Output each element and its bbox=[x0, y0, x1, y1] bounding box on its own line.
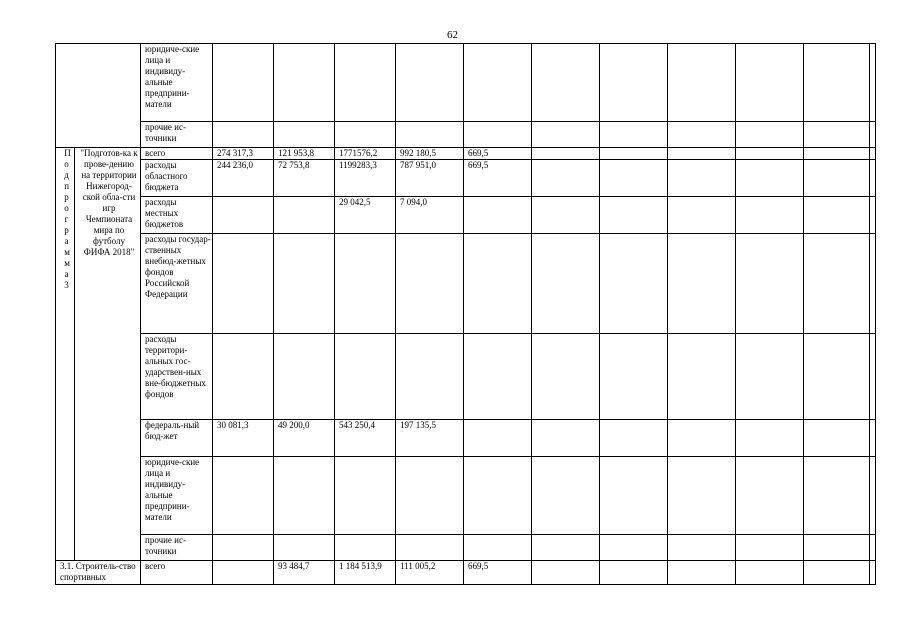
empty-cell bbox=[804, 420, 870, 457]
value-cell: 543 250,4 bbox=[335, 420, 396, 457]
value-cell bbox=[213, 535, 274, 561]
page-number: 62 bbox=[447, 29, 458, 41]
empty-cell bbox=[804, 234, 870, 334]
value-cell bbox=[274, 457, 335, 535]
empty-cell bbox=[870, 420, 876, 457]
value-cell bbox=[335, 535, 396, 561]
budget-table bbox=[55, 43, 876, 585]
value-cell bbox=[213, 561, 274, 585]
value-cell bbox=[396, 122, 464, 148]
empty-cell bbox=[668, 535, 736, 561]
table-row bbox=[56, 457, 876, 535]
empty-cell bbox=[532, 44, 600, 122]
empty-cell bbox=[736, 197, 804, 234]
empty-cell bbox=[668, 561, 736, 585]
empty-cell bbox=[804, 334, 870, 420]
value-cell bbox=[213, 122, 274, 148]
value-cell bbox=[464, 122, 532, 148]
value-cell: 1 184 513,9 bbox=[335, 561, 396, 585]
empty-cell bbox=[736, 334, 804, 420]
empty-cell bbox=[668, 122, 736, 148]
empty-cell bbox=[668, 334, 736, 420]
table-row bbox=[56, 334, 876, 420]
source-cell: федераль-ный бюд-жет bbox=[141, 420, 213, 457]
table-row bbox=[56, 561, 876, 585]
source-cell: расходы территори-альных гос-ударствен-ных вне-бюджетных фондов bbox=[141, 334, 213, 420]
table-row bbox=[56, 535, 876, 561]
value-cell: 274 317,3 bbox=[213, 148, 274, 160]
empty-cell bbox=[532, 561, 600, 585]
source-cell: прочие ис-точники bbox=[141, 535, 213, 561]
empty-cell bbox=[532, 148, 600, 160]
empty-cell bbox=[804, 122, 870, 148]
empty-cell bbox=[870, 44, 876, 122]
empty-cell bbox=[532, 197, 600, 234]
value-cell bbox=[464, 457, 532, 535]
value-cell: 244 236,0 bbox=[213, 160, 274, 197]
empty-cell bbox=[804, 44, 870, 122]
empty-cell bbox=[532, 122, 600, 148]
empty-cell bbox=[870, 122, 876, 148]
value-cell: 72 753,8 bbox=[274, 160, 335, 197]
empty-cell bbox=[532, 457, 600, 535]
empty-cell bbox=[668, 420, 736, 457]
empty-label-cell bbox=[56, 44, 141, 148]
value-cell bbox=[396, 334, 464, 420]
table-row bbox=[56, 122, 876, 148]
value-cell bbox=[335, 334, 396, 420]
table-row bbox=[56, 234, 876, 334]
source-cell: прочие ис-точники bbox=[141, 122, 213, 148]
value-cell bbox=[213, 334, 274, 420]
table-row bbox=[56, 420, 876, 457]
empty-cell bbox=[668, 234, 736, 334]
empty-cell bbox=[600, 420, 668, 457]
value-cell bbox=[213, 457, 274, 535]
table-row bbox=[56, 197, 876, 234]
empty-cell bbox=[600, 535, 668, 561]
empty-cell bbox=[600, 44, 668, 122]
empty-cell bbox=[532, 234, 600, 334]
source-cell: юридиче-ские лица и индивиду-альные предприни-матели bbox=[141, 44, 213, 122]
value-cell: 992 180,5 bbox=[396, 148, 464, 160]
empty-cell bbox=[870, 197, 876, 234]
source-cell: всего bbox=[141, 561, 213, 585]
empty-cell bbox=[870, 457, 876, 535]
subprogram-label: Подпрограмма 3 bbox=[56, 148, 75, 561]
source-cell: расходы областного бюджета bbox=[141, 160, 213, 197]
activity-label: 3.1. Строитель-ство спортивных bbox=[56, 561, 141, 585]
empty-cell bbox=[804, 535, 870, 561]
empty-cell bbox=[600, 122, 668, 148]
value-cell bbox=[274, 197, 335, 234]
value-cell: 93 484,7 bbox=[274, 561, 335, 585]
value-cell bbox=[464, 420, 532, 457]
value-cell bbox=[335, 234, 396, 334]
value-cell: 1199283,3 bbox=[335, 160, 396, 197]
empty-cell bbox=[600, 148, 668, 160]
empty-cell bbox=[870, 234, 876, 334]
value-cell bbox=[464, 234, 532, 334]
empty-cell bbox=[600, 457, 668, 535]
value-cell bbox=[396, 44, 464, 122]
value-cell bbox=[464, 44, 532, 122]
value-cell: 49 200,0 bbox=[274, 420, 335, 457]
empty-cell bbox=[804, 160, 870, 197]
table-row bbox=[56, 160, 876, 197]
value-cell bbox=[274, 234, 335, 334]
empty-cell bbox=[736, 234, 804, 334]
empty-cell bbox=[736, 535, 804, 561]
value-cell bbox=[464, 535, 532, 561]
value-cell bbox=[213, 197, 274, 234]
value-cell: 30 081,3 bbox=[213, 420, 274, 457]
value-cell bbox=[213, 234, 274, 334]
empty-cell bbox=[668, 44, 736, 122]
empty-cell bbox=[870, 561, 876, 585]
value-cell: 669,5 bbox=[464, 561, 532, 585]
empty-cell bbox=[736, 148, 804, 160]
empty-cell bbox=[600, 197, 668, 234]
empty-cell bbox=[668, 160, 736, 197]
empty-cell bbox=[532, 535, 600, 561]
empty-cell bbox=[600, 160, 668, 197]
value-cell: 7 094,0 bbox=[396, 197, 464, 234]
source-cell: расходы государ-ственных внебюд-жетных фондов Российской Федерации bbox=[141, 234, 213, 334]
empty-cell bbox=[600, 234, 668, 334]
value-cell bbox=[396, 234, 464, 334]
value-cell: 1771576,2 bbox=[335, 148, 396, 160]
table-row bbox=[56, 44, 876, 122]
empty-cell bbox=[870, 148, 876, 160]
value-cell bbox=[335, 457, 396, 535]
empty-cell bbox=[668, 197, 736, 234]
empty-cell bbox=[736, 122, 804, 148]
empty-cell bbox=[532, 420, 600, 457]
value-cell bbox=[213, 44, 274, 122]
value-cell bbox=[274, 535, 335, 561]
value-cell bbox=[396, 457, 464, 535]
value-cell: 669,5 bbox=[464, 160, 532, 197]
empty-cell bbox=[532, 334, 600, 420]
empty-cell bbox=[804, 148, 870, 160]
empty-cell bbox=[600, 334, 668, 420]
empty-cell bbox=[870, 160, 876, 197]
source-cell: расходы местных бюджетов bbox=[141, 197, 213, 234]
value-cell bbox=[274, 334, 335, 420]
empty-cell bbox=[736, 561, 804, 585]
value-cell: 197 135,5 bbox=[396, 420, 464, 457]
empty-cell bbox=[870, 334, 876, 420]
subprogram-title: "Подготов-ка к прове-дению на территории Нижегород-ской обла-сти игр Чемпионата мира по футболу ФИФА 2018" bbox=[75, 148, 141, 561]
empty-cell bbox=[804, 197, 870, 234]
empty-cell bbox=[736, 420, 804, 457]
value-cell bbox=[335, 122, 396, 148]
empty-cell bbox=[600, 561, 668, 585]
value-cell: 121 953,8 bbox=[274, 148, 335, 160]
empty-cell bbox=[668, 457, 736, 535]
value-cell bbox=[464, 197, 532, 234]
empty-cell bbox=[736, 44, 804, 122]
empty-cell bbox=[668, 148, 736, 160]
value-cell bbox=[274, 44, 335, 122]
empty-cell bbox=[736, 160, 804, 197]
value-cell bbox=[274, 122, 335, 148]
table-row bbox=[56, 148, 876, 160]
source-cell: всего bbox=[141, 148, 213, 160]
empty-cell bbox=[804, 561, 870, 585]
empty-cell bbox=[532, 160, 600, 197]
empty-cell bbox=[804, 457, 870, 535]
empty-cell bbox=[870, 535, 876, 561]
value-cell: 29 042,5 bbox=[335, 197, 396, 234]
source-cell: юридиче-ские лица и индивиду-альные предприни-матели bbox=[141, 457, 213, 535]
value-cell bbox=[464, 334, 532, 420]
empty-cell bbox=[736, 457, 804, 535]
value-cell: 111 005,2 bbox=[396, 561, 464, 585]
value-cell: 669,5 bbox=[464, 148, 532, 160]
value-cell bbox=[396, 535, 464, 561]
value-cell: 787 951,0 bbox=[396, 160, 464, 197]
value-cell bbox=[335, 44, 396, 122]
